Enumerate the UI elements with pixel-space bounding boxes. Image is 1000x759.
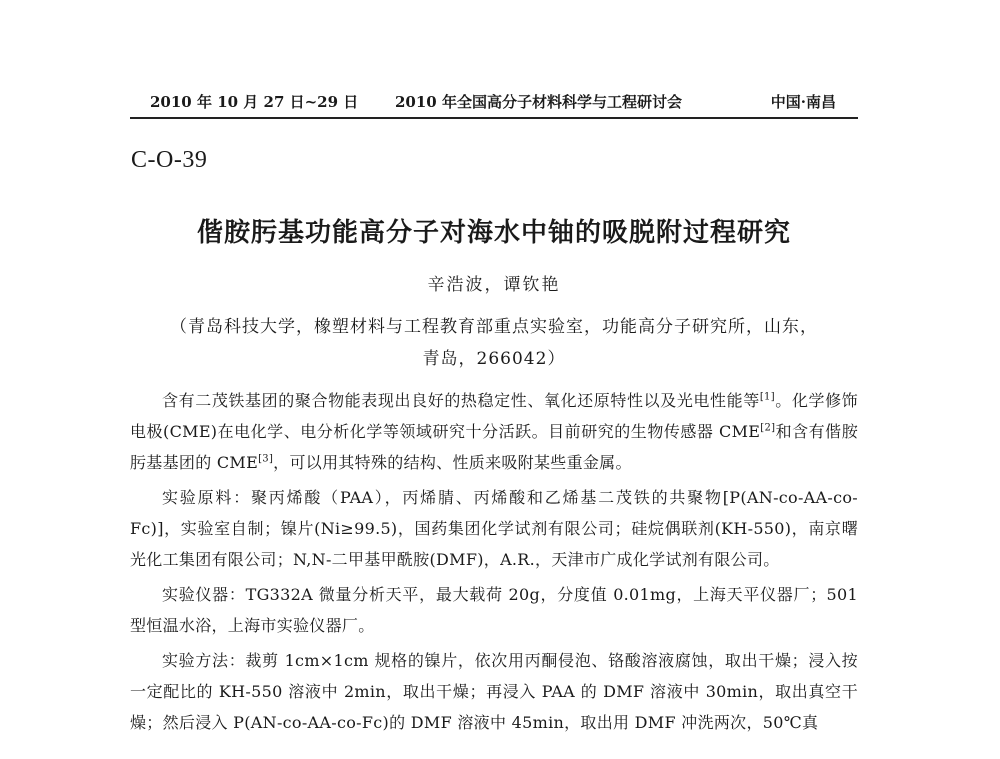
paper-affiliation <box>130 311 858 375</box>
citation-ref-3: [3] <box>258 453 274 465</box>
affiliation-line-1: （青岛科技大学，橡塑材料与工程教育部重点实验室，功能高分子研究所，山东， <box>170 317 818 337</box>
header-conference: 2010 年全国高分子材料科学与工程研讨会 <box>395 93 682 111</box>
paragraph-intro <box>130 385 858 478</box>
body-text <box>130 385 858 742</box>
header-location: 中国·南昌 <box>770 93 836 111</box>
paper-title: 偕胺肟基功能高分子对海水中铀的吸脱附过程研究 <box>196 218 791 248</box>
intro-text-d: ，可以用其特殊的结构、性质来吸附某些重金属。 <box>273 453 632 472</box>
citation-ref-2: [2] <box>760 422 776 434</box>
citation-ref-1: [1] <box>759 391 775 403</box>
paragraph-instruments: 实验仪器：TG332A 微量分析天平，最大载荷 20g，分度值 0.01mg，上海天平仪器厂；501 型恒温水浴，上海市实验仪器厂。 <box>130 585 858 635</box>
paragraph-methods: 实验方法：裁剪 1cm×1cm 规格的镍片，依次用丙酮侵泡、铬酸溶液腐蚀，取出干燥；浸入按一定配比的 KH-550 溶液中 2min，取出干燥；再浸入 PAA 的 DMF 溶液中 30min，取出真空干燥；然后浸入 P(AN-co-AA-co-Fc)的 DMF 溶液中 45min，取出用 DMF 冲洗两次，50℃真 <box>130 651 858 732</box>
header-date: 2010 年 10 月 27 日~29 日 <box>150 93 359 111</box>
affiliation-line-2: 青岛，266042） <box>422 349 566 369</box>
header-rule <box>130 117 858 119</box>
paper-authors: 辛浩波，谭钦艳 <box>427 275 561 295</box>
paper-code: C-O-39 <box>131 147 208 173</box>
intro-text-b: 。化学修饰电极(CME)在电化学、电分析化学等领域研究十分活跃。目前研究的生物传感器 CME <box>130 391 858 441</box>
intro-text-c: 和含有偕胺肟基基团的 CME <box>130 422 858 472</box>
paragraph-materials: 实验原料：聚丙烯酸（PAA），丙烯腈、丙烯酸和乙烯基二茂铁的共聚物[P(AN-co-AA-co-Fc)]，实验室自制；镍片(Ni≥99.5)，国药集团化学试剂有限公司；硅烷偶联剂(KH-550)，南京曙光化工集团有限公司；N,N-二甲基甲酰胺(DMF)，A.R.，天津市广成化学试剂有限公司。 <box>130 488 858 569</box>
intro-text-a: 含有二茂铁基团的聚合物能表现出良好的热稳定性、氧化还原特性以及光电性能等 <box>162 391 760 410</box>
running-header <box>130 90 858 114</box>
